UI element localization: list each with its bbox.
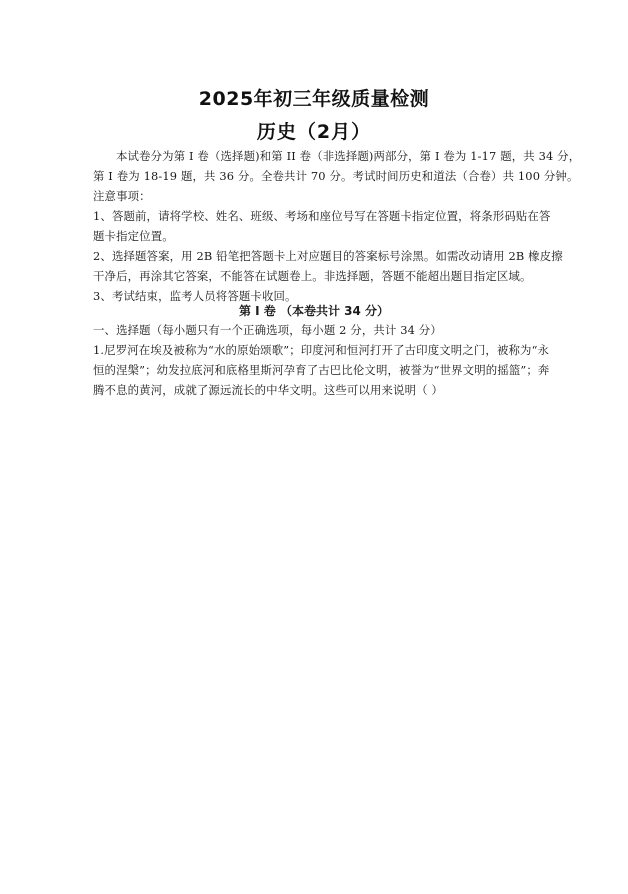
intro-line: 本试卷分为第 I 卷（选择题)和第 II 卷（非选择题)两部分，第 I 卷为 1-17 题，共 34 分， [116, 149, 581, 163]
question-stem: 腾不息的黄河，成就了源远流长的中华文明。这些可以用来说明（ ） [93, 383, 443, 397]
notice-line: 干净后，再涂其它答案，不能答在试题卷上。非选择题，答题不能超出题目指定区域。 [93, 269, 532, 283]
section-title: 第 I 卷 （本卷共计 34 分） [238, 304, 390, 318]
section-instruction: 一、选择题（每小题只有一个正确选项，每小题 2 分，共计 34 分） [93, 323, 442, 337]
notice-line: 3、考试结束，监考人员将答题卡收回。 [93, 289, 297, 303]
intro-line: 第 I 卷为 18-19 题，共 36 分。全卷共计 70 分。考试时间历史和道法（合卷）共 100 分钟。 [93, 169, 579, 183]
notice-line: 2、选择题答案，用 2B 铅笔把答题卡上对应题目的答案标号涂黑。如需改动请用 2B 橡皮擦 [93, 249, 563, 263]
exam-subtitle: 历史（2月） [256, 121, 372, 143]
notice-title: 注意事项： [93, 189, 151, 203]
notice-line: 1、答题前，请将学校、姓名、班级、考场和座位号写在答题卡指定位置，将条形码贴在答 [93, 209, 551, 223]
notice-line: 题卡指定位置。 [93, 229, 174, 243]
exam-title: 2025年初三年级质量检测 [198, 88, 430, 110]
question-stem: 恒的涅槃”；幼发拉底河和底格里斯河孕育了古巴比伦文明，被誉为“世界文明的摇篮”；奔 [93, 363, 550, 377]
question-stem: 1.尼罗河在埃及被称为“水的原始颂歌”；印度河和恒河打开了古印度文明之门，被称为“永 [93, 343, 550, 357]
